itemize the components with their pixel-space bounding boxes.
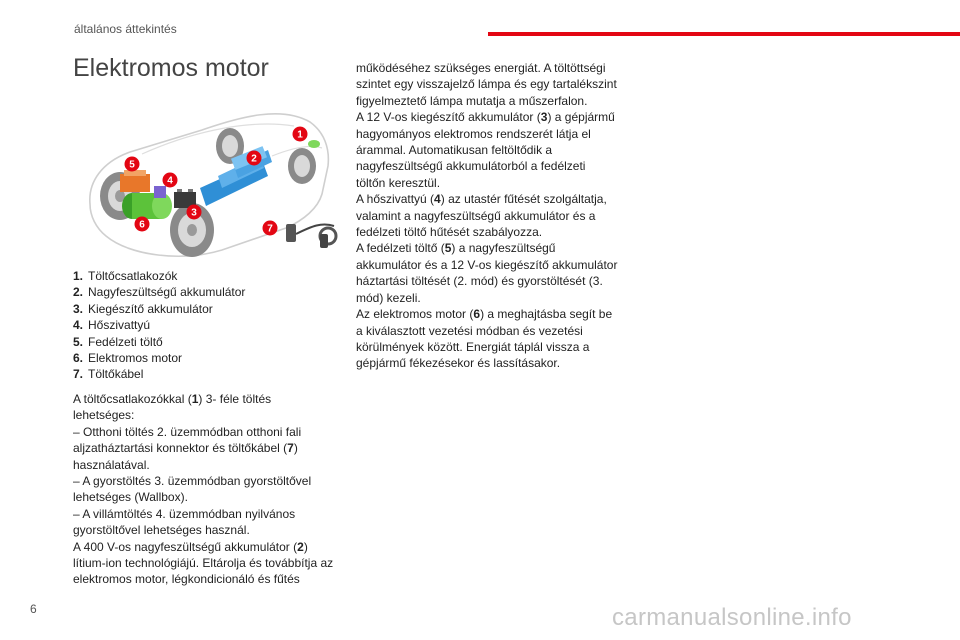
charging-intro-paragraph xyxy=(73,391,335,424)
page-number: 6 xyxy=(30,602,37,616)
text-run: ) a meghajtásba segít be a kiválasztott vezetési módban és vezetési körülmények között. Energiát táplál vissza a gépjármű fékezésekor és lassításakor. xyxy=(356,307,613,371)
text-run: ) a nagyfeszültségű akkumulátor és a 12 V-os kiegészítő akkumulátor háztartási töltését (2. mód) és gyorstöltését (3. mód) kezeli. xyxy=(356,241,618,305)
callout-4-label: 4 xyxy=(167,175,173,187)
charging-mode-item: – A villámtöltés 4. üzemmódban nyilvános gyorstöltővel lehetséges használ. xyxy=(73,506,296,538)
callout-5-label: 5 xyxy=(129,159,135,171)
callout-2 xyxy=(247,151,262,166)
legend-item xyxy=(73,268,245,284)
text-run: A töltőcsatlakozókkal ( xyxy=(73,392,192,406)
legend-label: Kiegészítő akkumulátor xyxy=(88,301,213,316)
reference-number: 2 xyxy=(297,539,304,554)
callout-1-label: 1 xyxy=(297,129,303,141)
legend-item xyxy=(73,301,245,317)
legend-number: 1. xyxy=(73,269,84,283)
text-run: A fedélzeti töltő ( xyxy=(356,241,445,256)
electric-drivetrain-illustration xyxy=(72,96,342,264)
wheel-front-right xyxy=(288,148,316,184)
onboard-charger xyxy=(120,170,150,192)
text-run: A 12 V-os kiegészítő akkumulátor ( xyxy=(356,110,541,125)
legend-number: 3. xyxy=(73,301,84,316)
component-legend xyxy=(73,268,245,383)
text-run: ) lítium-ion technológiájú. Eltárolja és továbbítja az elektromos motor, légkondicionáló és fűtés xyxy=(73,539,334,587)
text-run: – Otthoni töltés 2. üzemmódban otthoni fali aljzatháztartási konnektor és töltőkábel ( xyxy=(73,424,302,456)
reference-number: 3 xyxy=(540,110,548,125)
callout-3-label: 3 xyxy=(191,207,197,219)
legend-item xyxy=(73,350,245,366)
battery-continued-paragraph: működéséhez szükséges energiát. A töltöttségi szintet egy visszajelző lámpa és egy tartalékszint figyelmeztető lámpa mutatja a műszerfalon. xyxy=(356,61,617,108)
callout-1 xyxy=(293,127,308,142)
callout-6 xyxy=(135,217,150,232)
legend-label: Hőszivattyú xyxy=(88,318,151,333)
heat-pump xyxy=(154,186,166,198)
callout-3 xyxy=(187,205,202,220)
text-run: A 400 V-os nagyfeszültségű akkumulátor ( xyxy=(73,539,298,554)
legend-item xyxy=(73,334,245,350)
reference-number: 4 xyxy=(434,192,441,207)
charging-socket xyxy=(308,140,320,148)
header-accent-bar xyxy=(488,32,960,36)
legend-item xyxy=(73,317,245,333)
callout-4 xyxy=(163,173,178,188)
callout-7 xyxy=(263,221,278,236)
text-run: ) az utastér fűtését szolgáltatja, valamint a nagyfeszültségű akkumulátor és a fedélzeti töltő hűtését szabályozza. xyxy=(356,192,607,240)
legend-item xyxy=(73,366,245,382)
legend-number: 7. xyxy=(73,367,84,382)
body-column-right xyxy=(356,60,618,372)
legend-number: 4. xyxy=(73,318,84,333)
text-run: ) 3- féle töltés lehetséges: xyxy=(73,392,272,423)
heat-pump-paragraph xyxy=(356,191,618,240)
callout-5 xyxy=(125,157,140,172)
battery-paragraph xyxy=(73,539,335,588)
text-run: A hőszivattyú ( xyxy=(356,192,435,207)
onboard-charger-paragraph xyxy=(356,240,618,306)
legend-number: 5. xyxy=(73,334,84,349)
auxiliary-battery-paragraph xyxy=(356,109,618,191)
legend-label: Fedélzeti töltő xyxy=(88,334,163,349)
legend-number: 2. xyxy=(73,285,84,300)
reference-number: 5 xyxy=(444,241,452,256)
reference-number: 6 xyxy=(473,307,481,322)
body-column-left xyxy=(73,391,335,588)
reference-number: 7 xyxy=(287,441,294,456)
text-run: ) használatával. xyxy=(73,441,298,472)
legend-label: Nagyfeszültségű akkumulátor xyxy=(88,285,246,300)
legend-item xyxy=(73,284,245,300)
legend-label: Töltőcsatlakozók xyxy=(88,269,178,283)
charging-cable xyxy=(286,224,336,248)
section-label: általános áttekintés xyxy=(74,22,177,36)
charging-mode-item: – A gyorstöltés 3. üzemmódban gyorstöltővel lehetséges (Wallbox). xyxy=(73,474,312,505)
page-title: Elektromos motor xyxy=(73,54,269,82)
legend-label: Elektromos motor xyxy=(88,351,183,366)
electric-motor-paragraph xyxy=(356,306,618,372)
text-run: Az elektromos motor ( xyxy=(356,307,474,322)
reference-number: 1 xyxy=(191,392,199,406)
legend-number: 6. xyxy=(73,351,84,366)
callout-6-label: 6 xyxy=(139,219,145,231)
callout-7-label: 7 xyxy=(267,223,273,235)
text-run: ) a gépjármű hagyományos elektromos rendszerét látja el árammal. Automatikusan feltöltődik a nagyfeszültségű akkumulátorból a fedélzeti töltőn keresztül. xyxy=(356,110,615,190)
callout-2-label: 2 xyxy=(251,153,257,165)
charging-mode-item xyxy=(73,424,335,473)
legend-label: Töltőkábel xyxy=(88,367,144,382)
watermark: carmanualsonline.info xyxy=(612,604,852,631)
